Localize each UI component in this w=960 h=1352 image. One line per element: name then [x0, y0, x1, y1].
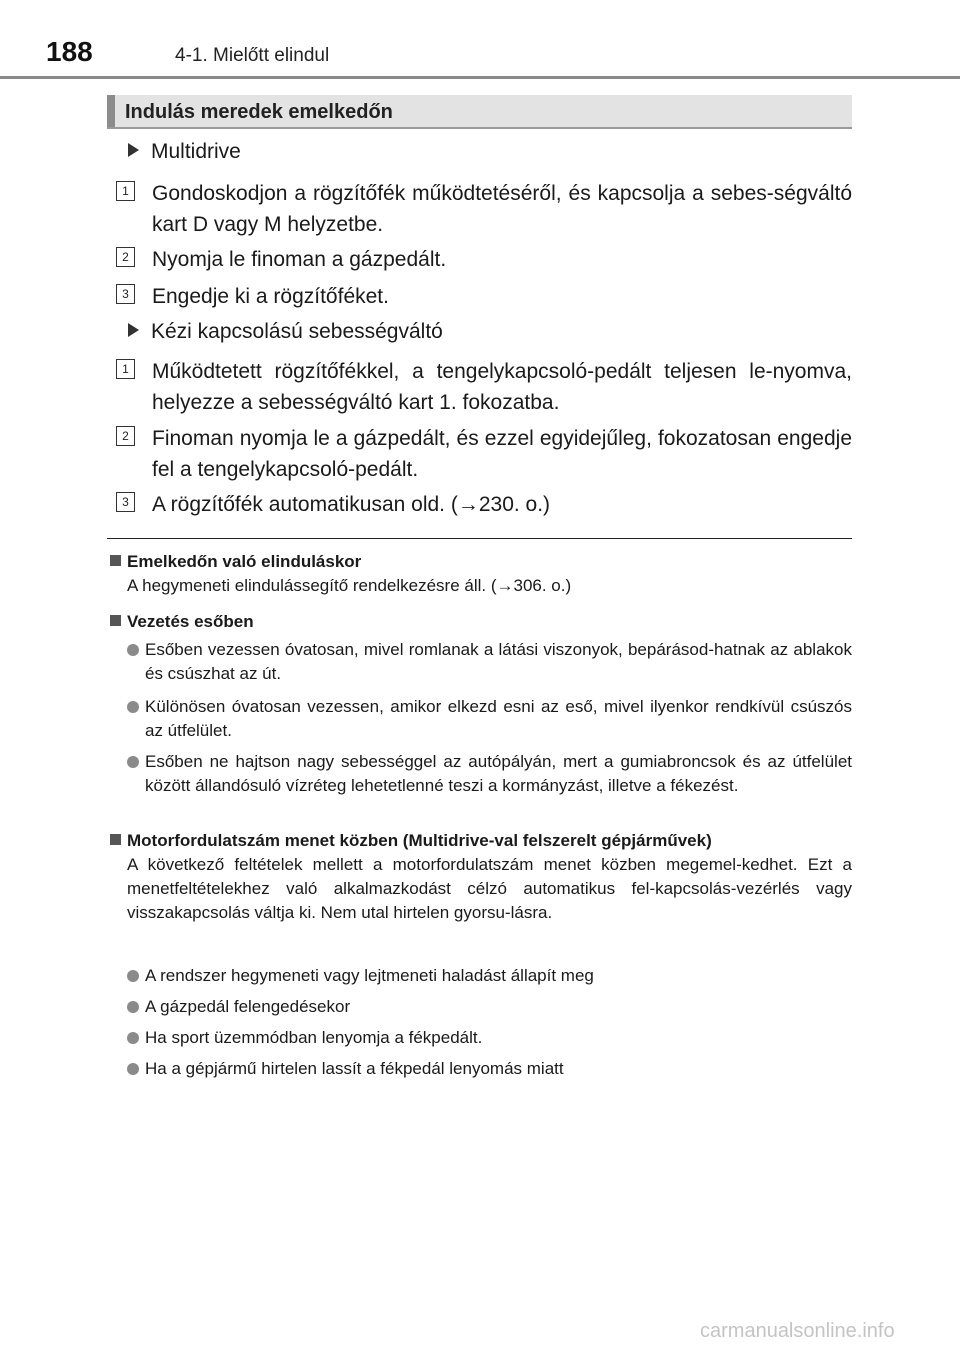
note-title: Motorfordulatszám menet közben (Multidrive-val felszerelt gépjárművek)	[110, 829, 852, 853]
note-rain	[110, 610, 852, 634]
chapter-title: 4-1. Mielőtt elindul	[175, 45, 330, 66]
triangle-bullet-icon	[128, 323, 139, 337]
list-item	[127, 695, 852, 743]
list-item	[127, 1026, 852, 1050]
page-number: 188	[46, 36, 93, 67]
step-item	[116, 489, 852, 521]
list-item-text: Ha sport üzemmódban lenyomja a fékpedált.	[145, 1028, 483, 1047]
list-item-text: Ha a gépjármű hirtelen lassít a fékpedál lenyomás miatt	[145, 1059, 564, 1078]
step-number: 3	[116, 284, 135, 304]
step-text: Finoman nyomja le a gázpedált, és ezzel egyidejűleg, fokozatosan engedje fel a tengelykapcsoló-pedált.	[152, 427, 852, 481]
triangle-bullet-icon	[128, 143, 139, 157]
square-bullet-icon	[110, 834, 121, 845]
circle-bullet-icon	[127, 970, 139, 982]
note-body: A hegymeneti elindulássegítő rendelkezésre áll. (→306. o.)	[127, 576, 572, 595]
list-item	[127, 964, 852, 988]
step-item	[116, 356, 852, 420]
circle-bullet-icon	[127, 1063, 139, 1075]
square-bullet-icon	[110, 555, 121, 566]
list-item	[127, 638, 852, 686]
circle-bullet-icon	[127, 756, 139, 768]
step-text: Nyomja le finoman a gázpedált.	[152, 248, 447, 271]
watermark: carmanualsonline.info	[700, 1320, 895, 1342]
step-number: 1	[116, 181, 135, 201]
header-rule	[0, 76, 960, 79]
note-title: Emelkedőn való elinduláskor	[110, 550, 852, 574]
section-banner-bar	[107, 95, 115, 127]
circle-bullet-icon	[127, 701, 139, 713]
square-bullet-icon	[110, 615, 121, 626]
step-number: 2	[116, 426, 135, 446]
list-item-text: A rendszer hegymeneti vagy lejtmeneti haladást állapít meg	[145, 966, 594, 985]
list-item-text: A gázpedál felengedésekor	[145, 997, 351, 1016]
note-body: A következő feltételek mellett a motorfordulatszám menet közben megemel-kedhet. Ezt a menetfeltételekhez való alkalmazkodást célzó automatikus fel-kapcsolás-vezérlés vagy visszakapcsolás váltja ki. Nem utal hirtelen gyorsu-lásra.	[127, 855, 852, 922]
circle-bullet-icon	[127, 644, 139, 656]
step-text: Engedje ki a rögzítőféket.	[152, 285, 389, 308]
step-item	[116, 178, 852, 242]
note-rpm	[110, 829, 852, 925]
list-item-text: Különösen óvatosan vezessen, amikor elkezd esni az eső, mivel ilyenkor rendkívül csúszós az útfelület.	[145, 697, 852, 740]
circle-bullet-icon	[127, 1032, 139, 1044]
subheading-label: Kézi kapcsolású sebességváltó	[151, 320, 443, 343]
section-title: Indulás meredek emelkedőn	[125, 101, 393, 123]
step-item	[116, 281, 852, 313]
subheading-label: Multidrive	[151, 140, 241, 163]
note-title: Vezetés esőben	[110, 610, 852, 634]
list-item	[127, 750, 852, 798]
list-item	[127, 995, 852, 1019]
step-text: Gondoskodjon a rögzítőfék működtetéséről, és kapcsolja a sebes-ségváltó kart D vagy M helyzetbe.	[152, 182, 852, 236]
step-number: 3	[116, 492, 135, 512]
step-item	[116, 423, 852, 487]
step-number: 1	[116, 359, 135, 379]
step-item	[116, 244, 852, 276]
list-item-text: Esőben ne hajtson nagy sebességgel az autópályán, mert a gumiabroncsok és az útfelület között állandósuló vízréteg lehetetlenné teszi a kormányzást, illetve a fékezést.	[145, 752, 852, 795]
list-item	[127, 1057, 852, 1081]
step-number: 2	[116, 247, 135, 267]
note-uphill	[110, 550, 852, 598]
circle-bullet-icon	[127, 1001, 139, 1013]
list-item-text: Esőben vezessen óvatosan, mivel romlanak a látási viszonyok, bepárásod-hatnak az ablakok és csúszhat az út.	[145, 640, 852, 683]
step-text: Működtetett rögzítőfékkel, a tengelykapcsoló-pedált teljesen le-nyomva, helyezze a sebességváltó kart 1. fokozatba.	[152, 360, 852, 414]
section-divider	[107, 538, 852, 539]
section-banner	[107, 95, 852, 129]
step-text: A rögzítőfék automatikusan old. (→230. o.)	[152, 493, 551, 516]
subheading-manual	[128, 320, 443, 344]
page-header	[0, 0, 960, 80]
subheading-multidrive	[128, 140, 241, 164]
